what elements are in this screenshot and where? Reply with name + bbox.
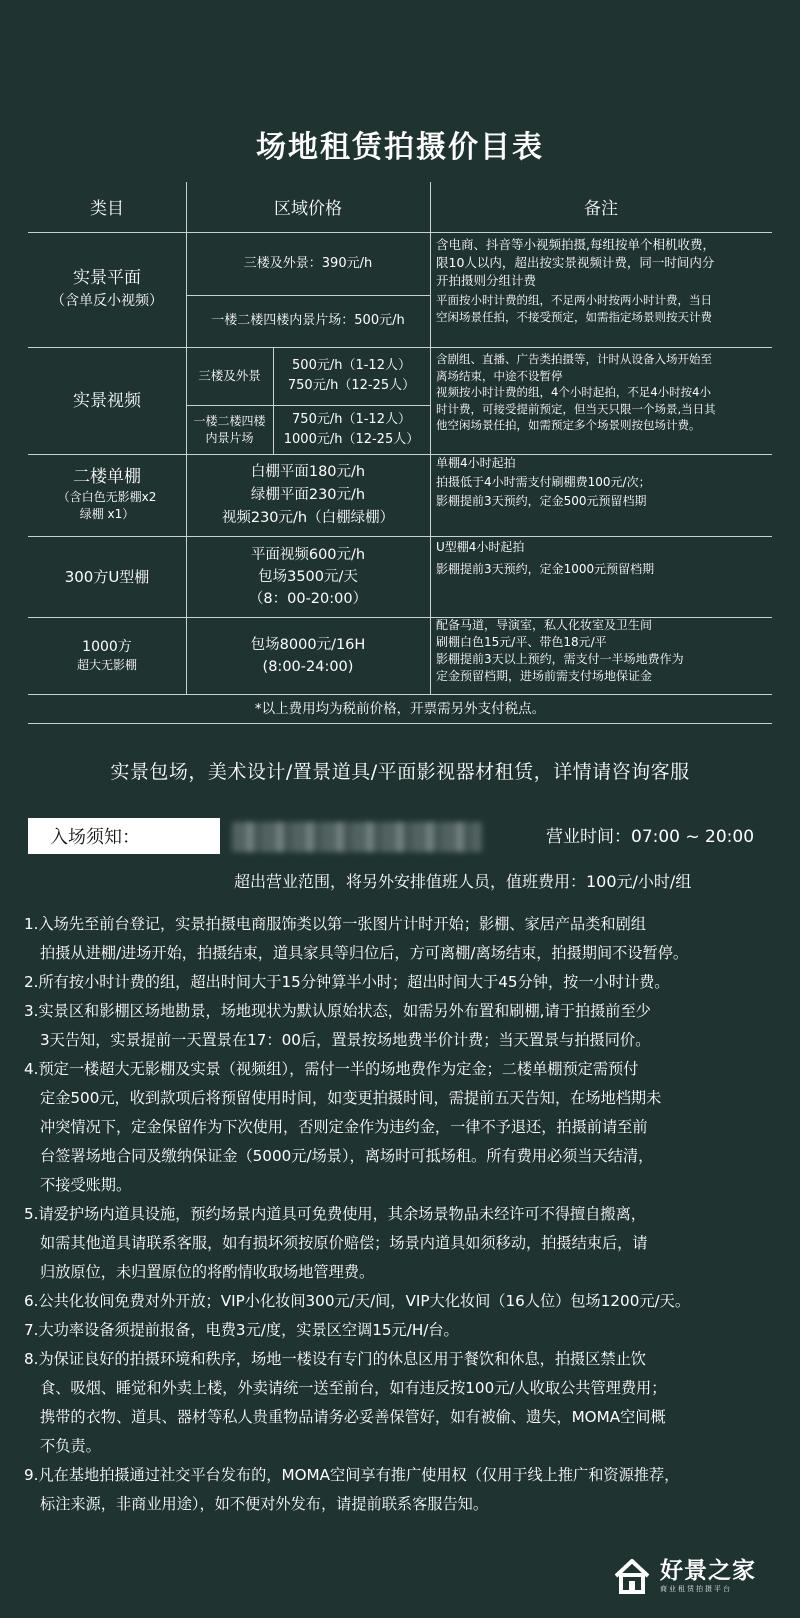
row4-category: 300方U型棚 <box>64 567 150 586</box>
row4-notes: U型棚4小时起拍 影棚提前3天预约，定金1000元预留档期 <box>436 540 655 576</box>
house-icon <box>612 1556 652 1596</box>
rule-item: 7.大功率设备须提前报备，电费3元/度，实景区空调15元/H/台。 <box>24 1321 459 1339</box>
rule-item: 8.为保证良好的拍摄环境和秩序，场地一楼设有专门的休息区用于餐饮和休息，拍摄区禁止饮 食、吸烟、睡觉和外卖上楼，外卖请统一送至前台，如有违反按100元/人收取公共管理费用； 携带的衣物、道具、器材等私人贵重物品请务必妥善保管好，如有被偷、遗失，MOMA空间概 不负责。 <box>24 1350 667 1455</box>
row2-price-b: 750元/h（1-12人） 1000元/h（12-25人） <box>283 411 420 447</box>
row3-notes: 单棚4小时起拍 拍摄低于4小时需支付刷棚费100元/次； 影棚提前3天预约，定金500元预留档期 <box>436 456 651 508</box>
rule-item: 1.入场先至前台登记，实景拍摄电商服饰类以第一张图片计时开始；影棚、家居产品类和剧组 拍摄从进棚/进场开始，拍摄结束，道具家具等归位后，方可离棚/离场结束，拍摄期间不设暂停。 <box>24 915 689 962</box>
rules-list <box>24 910 794 1519</box>
row2-notes: 含剧组、直播、广告类拍摄等，计时从设备入场开始至 离场结束，中途不设暂停 视频按小时计费的组，4个小时起拍，不足4小时按4小 时计费，可接受提前预定，但当天只限一个场景,当日其 他空闲场景任拍，如需预定多个场景则按包场计费。 <box>436 352 716 432</box>
entry-notice-label: 入场须知： <box>28 818 220 854</box>
rule-item: 2.所有按小时计费的组，超出时间大于15分钟算半小时；超出时间大于45分钟，按一小时计费。 <box>24 973 670 991</box>
rule-item: 6.公共化妆间免费对外开放；VIP小化妆间300元/天/间，VIP大化妆间（16人位）包场1200元/天。 <box>24 1292 691 1310</box>
watermark-logo <box>612 1548 792 1604</box>
rule-item: 5.请爱护场内道具设施，预约场景内道具可免费使用，其余场景物品未经许可不得擅自搬离， 如需其他道具请联系客服，如有损坏须按原价赔偿；场景内道具如须移动，拍摄结束后，请 归放原位，未归置原位的将酌情收取场地管理费。 <box>24 1205 648 1281</box>
blurred-contact <box>232 822 482 852</box>
row1-price-b: 一楼二楼四楼内景片场：500元/h <box>211 313 405 328</box>
row5-notes: 配备马道，导演室，私人化妆室及卫生间 刷棚白色15元/平、带色18元/平 影棚提前3天以上预约，需支付一半场地费作为 定金预留档期，进场前需支付场地保证金 <box>436 618 684 683</box>
row2-area-b: 一楼二楼四楼 内景片场 <box>193 413 266 445</box>
row4-price: 平面视频600元/h 包场3500元/天 （8：00-20:00） <box>248 546 368 607</box>
page-title: 场地租赁拍摄价目表 <box>256 130 544 165</box>
row1-price-a: 三楼及外景：390元/h <box>243 255 373 271</box>
business-hours: 营业时间：07:00 ~ 20:00 <box>546 827 755 847</box>
tax-note: *以上费用均为税前价格，开票需另外支付税点。 <box>254 700 546 717</box>
row3-price: 白棚平面180元/h 绿棚平面230元/h 视频230元/h（白棚绿棚） <box>221 463 395 526</box>
rule-item: 3.实景区和影棚区场地勘景，场地现状为默认原始状态，如需另外布置和刷棚,请于拍摄前至少 3天告知，实景提前一天置景在17：00后，置景按场地费半价计费；当天置景与拍摄同价。 <box>24 1002 651 1049</box>
overtime-fee: 超出营业范围，将另外安排值班人员，值班费用：100元/小时/组 <box>234 872 692 891</box>
rule-item: 4.预定一楼超大无影棚及实景（视频组），需付一半的场地费作为定金；二楼单棚预定需预付 定金500元，收到款项后将预留使用时间，如变更拍摄时间，需提前五天告知，在场地档期未 冲突情况下，定金保留作为下次使用，否则定金作为违约金，一律不予退还，拍摄前请至前 台签署场地合同及缴纳保证金（5000元/场景），离场时可抵场租。所有费用必须当天结清， 不接受账期。 <box>24 1060 662 1194</box>
row3-category: 二楼单棚 （含白色无影棚x2 绿棚 x1） <box>57 467 157 521</box>
header-price: 区域价格 <box>274 198 342 219</box>
service-banner: 实景包场，美术设计/置景道具/平面影视器材租赁，详情请咨询客服 <box>110 761 690 783</box>
logo-subtitle: 商业租赁拍摄平台 <box>660 1585 732 1593</box>
row5-price: 包场8000元/16H (8:00-24:00) <box>250 636 366 675</box>
logo-name: 好景之家 <box>660 1558 756 1584</box>
header-category: 类目 <box>90 198 124 219</box>
row1-category: 实景平面 （含单反小视频） <box>51 268 163 309</box>
row2-price-a: 500元/h（1-12人） 750元/h（12-25人） <box>287 358 416 393</box>
rule-item: 9.凡在基地拍摄通过社交平台发布的，MOMA空间享有推广使用权（仅用于线上推广和资源推荐， 标注来源，非商业用途），如不便对外发布，请提前联系客服告知。 <box>24 1466 680 1513</box>
header-note: 备注 <box>584 198 618 219</box>
row1-notes: 含电商、抖音等小视频拍摄,每组按单个相机收费， 限10人以内，超出按实景视频计费，同一时间内分 开拍摄则分组计费 平面按小时计费的组，不足两小时按两小时计费，当日 空闲场景任拍，不接受预定，如需指定场景则按天计费 <box>436 237 715 324</box>
row2-category: 实景视频 <box>73 390 141 411</box>
row5-category: 1000方 超大无影棚 <box>76 639 137 672</box>
row2-area-a: 三楼及外景 <box>198 368 261 383</box>
